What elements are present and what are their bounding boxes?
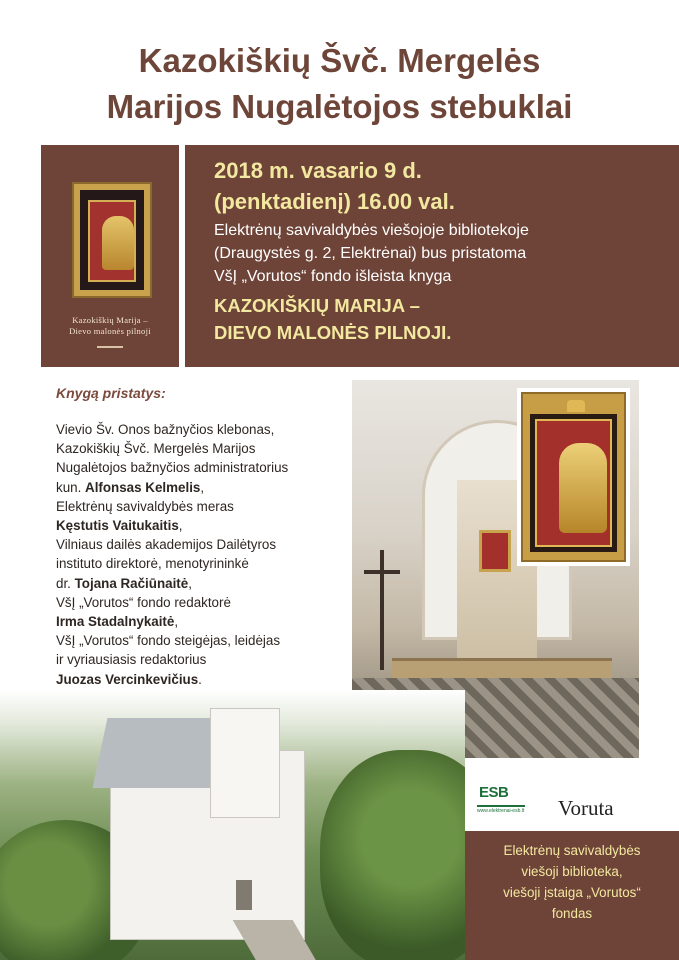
presenter-line (56, 516, 346, 535)
trees-right (320, 750, 465, 960)
book-cover-title (41, 315, 179, 337)
madonna-figure (559, 443, 607, 533)
madonna-icon-photo (517, 388, 630, 566)
event-venue-line3: VšĮ „Vorutos“ fondo išleista knyga (214, 268, 452, 285)
event-time: (penktadienį) 16.00 val. (214, 189, 455, 214)
poster-title-line2: Marijos Nugalėtojos stebuklai (106, 88, 573, 125)
icon-red-field (535, 419, 612, 547)
book-cover-title-line2: Dievo malonės pilnoji (69, 326, 151, 336)
organizer-line: fondas (551, 906, 593, 921)
altar-rail (392, 658, 612, 680)
presenter-suffix: , (178, 518, 183, 534)
presenter-line: VšĮ „Vorutos“ fondo steigėjas, leidėjas (56, 633, 281, 649)
presenter-name: Kęstutis Vaitukaitis (56, 518, 179, 534)
organizer-line: viešoji biblioteka, (521, 864, 623, 879)
book-cover-divider (97, 346, 123, 348)
presenter-name: Juozas Vercinkevičius (56, 671, 199, 687)
presenters-heading: Knygą pristatys: (56, 385, 166, 401)
esb-logo-url: www.elektrenai-esb.lt (477, 808, 525, 814)
esb-logo: ESB (479, 784, 509, 801)
presenter-name: Irma Stadalnykaitė (56, 614, 175, 630)
crown-icon (567, 400, 585, 412)
presenter-line: Vilniaus dailės akademijos Dailėtyros (56, 537, 277, 553)
event-venue-line1: Elektrėnų savivaldybės viešojoje bibliotekoje (214, 222, 529, 239)
madonna-figure (102, 216, 134, 270)
event-info-panel (185, 145, 679, 367)
presenters-list (56, 420, 346, 689)
book-name-line2: DIEVO MALONĖS PILNOJI. (214, 322, 452, 343)
book-cover-title-line1: Kazokiškių Marija – (72, 315, 148, 325)
organizer-line: viešoji įstaiga „Vorutos“ (503, 885, 641, 900)
organizer-line: Elektrėnų savivaldybės (503, 843, 641, 858)
presenter-line: Vievio Šv. Onos bažnyčios klebonas, (56, 422, 275, 437)
sponsor-logos (465, 758, 679, 831)
church-facade (210, 708, 280, 818)
church-aerial-photo (0, 690, 465, 960)
icon-dark-field (530, 414, 617, 552)
voruta-logo: Voruta (558, 796, 614, 820)
presenter-line (56, 612, 346, 631)
presenter-prefix: kun. (56, 479, 86, 495)
presenter-name: Tojana Račiūnaitė (74, 575, 189, 591)
crucifix-bar (364, 570, 400, 574)
presenter-suffix: , (188, 575, 192, 591)
presenter-name: Alfonsas Kelmelis (85, 479, 201, 495)
icon-red-field (88, 200, 136, 282)
organizers-panel (465, 831, 679, 960)
church-door (236, 880, 252, 910)
book-cover-image (41, 145, 179, 367)
event-venue-line2: (Draugystės g. 2, Elektrėnai) bus pristatoma (214, 245, 527, 262)
presenter-prefix: dr. (56, 575, 75, 591)
presenter-line: instituto direktorė, menotyrininkė (56, 556, 249, 572)
book-cover-icon-frame (72, 182, 152, 298)
presenter-suffix: , (200, 479, 205, 495)
presenter-suffix: . (198, 671, 202, 687)
presenter-line (56, 478, 346, 497)
presenter-line (56, 574, 346, 593)
poster-title (0, 38, 679, 130)
icon-gold-frame (521, 392, 626, 562)
book-name-line1: KAZOKIŠKIŲ MARIJA – (214, 295, 420, 316)
church-path (233, 920, 328, 960)
event-date: 2018 m. vasario 9 d. (214, 158, 422, 183)
presenter-line: Kazokiškių Švč. Mergelės Marijos (56, 441, 256, 457)
presenter-line: ir vyriausiasis redaktorius (56, 652, 207, 668)
altar-icon (479, 530, 511, 572)
presenter-line: VšĮ „Vorutos“ fondo redaktorė (56, 594, 231, 610)
presenter-line (56, 670, 346, 689)
crucifix-icon (380, 550, 384, 670)
presenter-line: Elektrėnų savivaldybės meras (56, 498, 234, 514)
icon-background (80, 190, 144, 290)
esb-logo-rule (477, 805, 525, 807)
poster-title-line1: Kazokiškių Švč. Mergelės (138, 42, 541, 79)
presenter-suffix: , (174, 614, 179, 630)
presenter-line: Nugalėtojos bažnyčios administratorius (56, 460, 289, 476)
